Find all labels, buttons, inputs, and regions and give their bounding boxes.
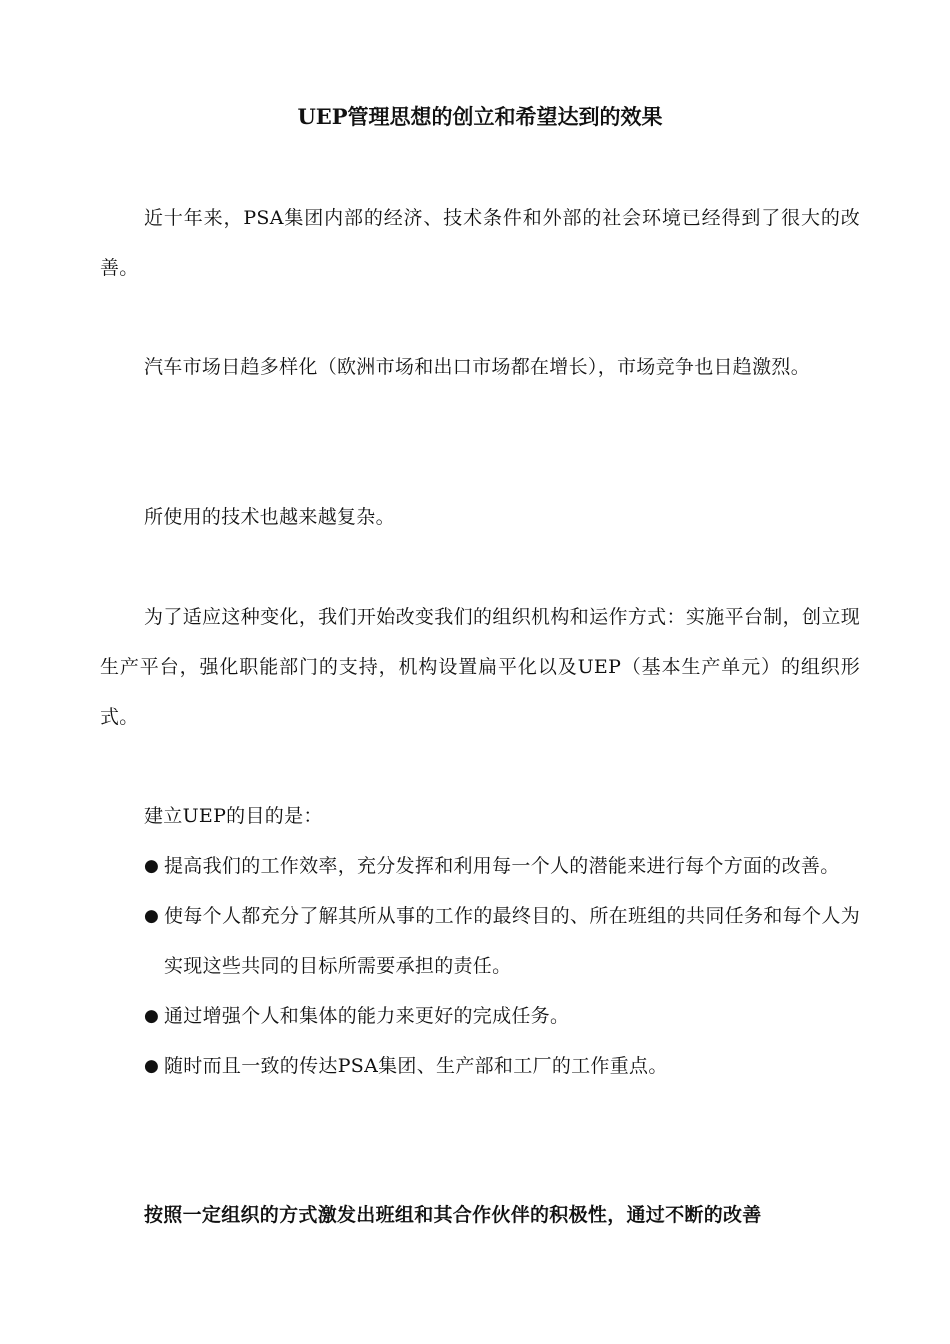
list-item-text: 使每个人都充分了解其所从事的工作的最终目的、所在班组的共同任务和每个人为实现这些共同的目标所需要承担的责任。 <box>164 905 860 977</box>
paragraph-closing-bold: 按照一定组织的方式激发出班组和其合作伙伴的积极性，通过不断的改善 <box>144 1204 762 1226</box>
list-item-text: 提高我们的工作效率，充分发挥和利用每一个人的潜能来进行每个方面的改善。 <box>164 855 840 877</box>
paragraph-improvement: 近十年来，PSA集团内部的经济、技术条件和外部的社会环境已经得到了很大的改善。 <box>100 207 860 279</box>
list-item <box>144 891 860 991</box>
list-item <box>144 991 860 1041</box>
paragraph-uep-purpose: 建立UEP的目的是： <box>144 805 323 827</box>
paragraph-technology: 所使用的技术也越来越复杂。 <box>144 506 395 528</box>
paragraph-organization: 为了适应这种变化，我们开始改变我们的组织机构和运作方式：实施平台制，创立现生产平台，强化职能部门的支持，机构设置扁平化以及UEP（基本生产单元）的组织形式。 <box>100 606 860 728</box>
list-item-text: 随时而且一致的传达PSA集团、生产部和工厂的工作重点。 <box>164 1055 668 1077</box>
bullet-icon: ● <box>144 856 160 876</box>
list-item-text: 通过增强个人和集体的能力来更好的完成任务。 <box>164 1005 570 1027</box>
list-item <box>144 841 860 891</box>
bullet-icon: ● <box>144 906 160 926</box>
paragraph-market: 汽车市场日趋多样化（欧洲市场和出口市场都在增长），市场竞争也日趋激烈。 <box>144 356 811 378</box>
document-title: UEP管理思想的创立和希望达到的效果 <box>297 104 663 129</box>
bullet-icon: ● <box>144 1056 160 1076</box>
bullet-icon: ● <box>144 1006 160 1026</box>
purpose-list <box>144 841 860 1091</box>
list-item <box>144 1041 860 1091</box>
